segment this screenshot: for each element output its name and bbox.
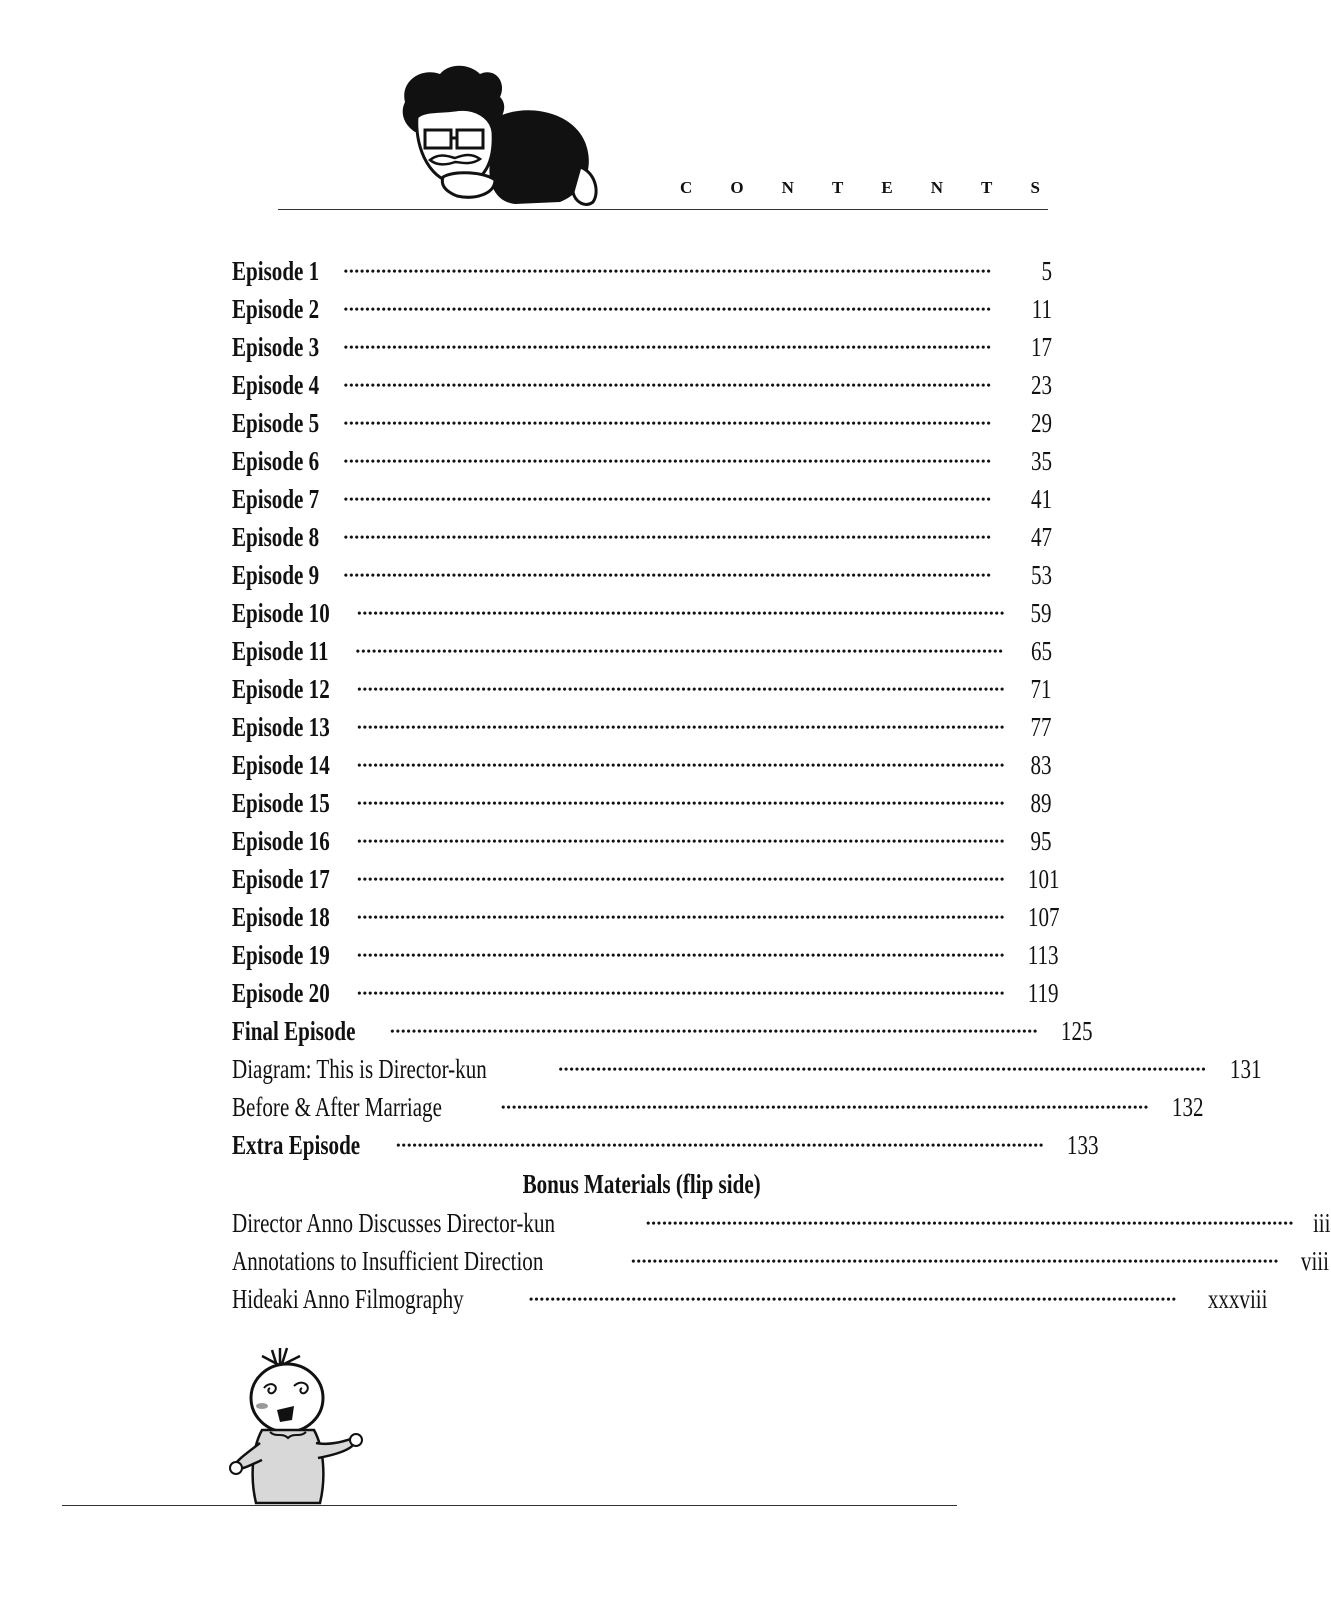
toc-entry-page: 77 bbox=[1030, 712, 1052, 742]
leader-dots: •••••••••••••••••••••••••••••••••••••••••••••••••••••••••••••••••••••••••••••••••••••••••••••••••••••••••••••••••••••••• bbox=[343, 492, 992, 506]
contents-letter: N bbox=[781, 178, 794, 197]
toc-entry[interactable] bbox=[232, 1088, 1204, 1126]
toc-entry-page: 65 bbox=[1030, 636, 1052, 666]
toc-entry-page: 101 bbox=[1028, 864, 1060, 894]
toc-entry[interactable] bbox=[232, 1242, 1330, 1280]
leader-dots: •••••••••••••••••••••••••••••••••••••••••••••••••••••••••••••••••••••••••••••••••••••••••••••••••••••••••••••••••••••••• bbox=[343, 340, 992, 354]
leader-dots: •••••••••••••••••••••••••••••••••••••••••••••••••••••••••••••••••••••••••••••••••••••••••••••••••••••••••••••••••••••••• bbox=[355, 644, 1004, 658]
toc-entry-page: 17 bbox=[1030, 332, 1052, 362]
leader-dots: •••••••••••••••••••••••••••••••••••••••••••••••••••••••••••••••••••••••••••••••••••••••••••••••••••••••••••••••••••••••• bbox=[357, 986, 1006, 1000]
toc-entry-label: Episode 9 bbox=[232, 560, 320, 590]
toc-entry-page: 29 bbox=[1030, 408, 1052, 438]
toc-entry-label: Episode 19 bbox=[232, 940, 330, 970]
toc-entry[interactable] bbox=[232, 1050, 1262, 1088]
toc-entry-page: 113 bbox=[1028, 940, 1059, 970]
toc-entry-label: Before & After Marriage bbox=[232, 1092, 442, 1122]
toc-entry-page: 53 bbox=[1030, 560, 1052, 590]
leader-dots: •••••••••••••••••••••••••••••••••••••••••••••••••••••••••••••••••••••••••••••••••••••••••••••••••••••••••••••••••••••••• bbox=[396, 1138, 1045, 1152]
contents-letter: E bbox=[881, 178, 893, 197]
toc-entry-page: 133 bbox=[1067, 1130, 1099, 1160]
toc-entry[interactable] bbox=[232, 746, 1052, 784]
leader-dots: •••••••••••••••••••••••••••••••••••••••••••••••••••••••••••••••••••••••••••••••••••••••••••••••••••••••••••••••••••••••• bbox=[343, 264, 992, 278]
toc-entry-label: Episode 20 bbox=[232, 978, 330, 1008]
toc-entry-label: Episode 1 bbox=[232, 256, 320, 286]
toc-entry[interactable] bbox=[232, 290, 1052, 328]
toc-entry-page: 71 bbox=[1030, 674, 1052, 704]
leader-dots: •••••••••••••••••••••••••••••••••••••••••••••••••••••••••••••••••••••••••••••••••••••••••••••••••••••••••••••••••••••••• bbox=[646, 1216, 1295, 1230]
toc-entry-page: 89 bbox=[1030, 788, 1052, 818]
toc-entry-page: 5 bbox=[1041, 256, 1052, 286]
toc-entry[interactable] bbox=[232, 974, 1059, 1012]
toc-entry-page: viii bbox=[1301, 1246, 1330, 1276]
leader-dots: •••••••••••••••••••••••••••••••••••••••••••••••••••••••••••••••••••••••••••••••••••••••••••••••••••••••••••••••••••••••• bbox=[357, 872, 1006, 886]
toc-entry-label: Episode 11 bbox=[232, 636, 329, 666]
toc-entry[interactable] bbox=[232, 404, 1052, 442]
leader-dots: •••••••••••••••••••••••••••••••••••••••••••••••••••••••••••••••••••••••••••••••••••••••••••••••••••••••••••••••••••••••• bbox=[357, 948, 1006, 962]
director-drawing-icon bbox=[395, 62, 625, 212]
contents-letter: O bbox=[730, 178, 744, 197]
toc-entry-label: Episode 2 bbox=[232, 294, 320, 324]
footer-rule bbox=[62, 1505, 957, 1506]
contents-letter: T bbox=[981, 178, 993, 197]
toc-entry[interactable] bbox=[232, 1126, 1099, 1164]
toc-entry[interactable] bbox=[232, 708, 1052, 746]
toc-entry[interactable] bbox=[232, 1012, 1093, 1050]
toc-entry-page: 125 bbox=[1061, 1016, 1093, 1046]
leader-dots: •••••••••••••••••••••••••••••••••••••••••••••••••••••••••••••••••••••••••••••••••••••••••••••••••••••••••••••••••••••••• bbox=[357, 910, 1006, 924]
toc-entry-label: Director Anno Discusses Director-kun bbox=[232, 1208, 556, 1238]
header-rule bbox=[278, 209, 1048, 210]
toc-entry[interactable] bbox=[232, 1280, 1268, 1318]
bonus-materials-heading bbox=[232, 1164, 1052, 1204]
contents-letter: C bbox=[680, 178, 693, 197]
toc-entry[interactable] bbox=[232, 518, 1052, 556]
toc-entry-page: 132 bbox=[1172, 1092, 1204, 1122]
toc-entry-label: Episode 13 bbox=[232, 712, 330, 742]
leader-dots: •••••••••••••••••••••••••••••••••••••••••••••••••••••••••••••••••••••••••••••••••••••••••••••••••••••••••••••••••••••••• bbox=[357, 682, 1006, 696]
bonus-heading-text: Bonus Materials (flip side) bbox=[522, 1169, 762, 1199]
toc-entry[interactable] bbox=[232, 898, 1060, 936]
toc-entry-page: 23 bbox=[1030, 370, 1052, 400]
toc-entry-label: Episode 7 bbox=[232, 484, 320, 514]
leader-dots: •••••••••••••••••••••••••••••••••••••••••••••••••••••••••••••••••••••••••••••••••••••••••••••••••••••••••••••••••••••••• bbox=[343, 454, 992, 468]
toc-entry-label: Episode 15 bbox=[232, 788, 330, 818]
leader-dots: •••••••••••••••••••••••••••••••••••••••••••••••••••••••••••••••••••••••••••••••••••••••••••••••••••••••••••••••••••••••• bbox=[631, 1254, 1280, 1268]
leader-dots: •••••••••••••••••••••••••••••••••••••••••••••••••••••••••••••••••••••••••••••••••••••••••••••••••••••••••••••••••••••••• bbox=[343, 378, 992, 392]
toc-entry-label: Episode 5 bbox=[232, 408, 320, 438]
toc-entry[interactable] bbox=[232, 366, 1052, 404]
table-of-contents bbox=[232, 252, 1331, 1318]
toc-entry[interactable] bbox=[232, 480, 1052, 518]
leader-dots: •••••••••••••••••••••••••••••••••••••••••••••••••••••••••••••••••••••••••••••••••••••••••••••••••••••••••••••••••••••••• bbox=[558, 1062, 1207, 1076]
director-illustration bbox=[395, 62, 625, 212]
leader-dots: •••••••••••••••••••••••••••••••••••••••••••••••••••••••••••••••••••••••••••••••••••••••••••••••••••••••••••••••••••••••• bbox=[390, 1024, 1039, 1038]
toc-entry[interactable] bbox=[232, 252, 1052, 290]
contents-letter: N bbox=[930, 178, 943, 197]
contents-title bbox=[680, 178, 1040, 198]
toc-entry-label: Episode 3 bbox=[232, 332, 320, 362]
leader-dots: •••••••••••••••••••••••••••••••••••••••••••••••••••••••••••••••••••••••••••••••••••••••••••••••••••••••••••••••••••••••• bbox=[357, 758, 1006, 772]
leader-dots: •••••••••••••••••••••••••••••••••••••••••••••••••••••••••••••••••••••••••••••••••••••••••••••••••••••••••••••••••••••••• bbox=[501, 1100, 1150, 1114]
toc-entry-label: Episode 6 bbox=[232, 446, 320, 476]
toc-entry[interactable] bbox=[232, 822, 1052, 860]
toc-entry-page: 131 bbox=[1229, 1054, 1262, 1084]
toc-entry[interactable] bbox=[232, 860, 1060, 898]
leader-dots: •••••••••••••••••••••••••••••••••••••••••••••••••••••••••••••••••••••••••••••••••••••••••••••••••••••••••••••••••••••••• bbox=[357, 796, 1006, 810]
toc-entry-label: Annotations to Insufficient Direction bbox=[232, 1246, 544, 1276]
leader-dots: •••••••••••••••••••••••••••••••••••••••••••••••••••••••••••••••••••••••••••••••••••••••••••••••••••••••••••••••••••••••• bbox=[357, 720, 1006, 734]
toc-entry-page: 47 bbox=[1030, 522, 1052, 552]
leader-dots: •••••••••••••••••••••••••••••••••••••••••••••••••••••••••••••••••••••••••••••••••••••••••••••••••••••••••••••••••••••••• bbox=[357, 606, 1006, 620]
toc-entry-page: 41 bbox=[1030, 484, 1052, 514]
toc-entry-page: xxxviii bbox=[1207, 1284, 1268, 1314]
leader-dots: •••••••••••••••••••••••••••••••••••••••••••••••••••••••••••••••••••••••••••••••••••••••••••••••••••••••••••••••••••••••• bbox=[343, 568, 992, 582]
toc-entry[interactable] bbox=[232, 784, 1052, 822]
toc-entry-label: Diagram: This is Director-kun bbox=[232, 1054, 487, 1084]
toc-entry-label: Episode 4 bbox=[232, 370, 320, 400]
toc-entry-label: Episode 10 bbox=[232, 598, 330, 628]
toc-entry-label: Final Episode bbox=[232, 1016, 356, 1046]
toc-entry[interactable] bbox=[232, 632, 1052, 670]
leader-dots: •••••••••••••••••••••••••••••••••••••••••••••••••••••••••••••••••••••••••••••••••••••••••••••••••••••••••••••••••••••••• bbox=[343, 302, 992, 316]
contents-letter: S bbox=[1030, 178, 1040, 197]
toc-entry-label: Episode 18 bbox=[232, 902, 330, 932]
toc-entry-page: 83 bbox=[1030, 750, 1052, 780]
toc-entry-label: Episode 8 bbox=[232, 522, 320, 552]
toc-entry[interactable] bbox=[232, 670, 1052, 708]
toc-entry[interactable] bbox=[232, 556, 1052, 594]
toc-entry[interactable] bbox=[232, 594, 1052, 632]
contents-letter: T bbox=[831, 178, 844, 197]
toc-entry[interactable] bbox=[232, 1204, 1331, 1242]
toc-entry-page: 11 bbox=[1031, 294, 1052, 324]
angry-child-icon bbox=[232, 1348, 372, 1506]
toc-entry[interactable] bbox=[232, 442, 1052, 480]
toc-entry-page: 35 bbox=[1030, 446, 1052, 476]
toc-entry-label: Extra Episode bbox=[232, 1130, 361, 1160]
leader-dots: •••••••••••••••••••••••••••••••••••••••••••••••••••••••••••••••••••••••••••••••••••••••••••••••••••••••••••••••••••••••• bbox=[343, 416, 992, 430]
toc-entry-page: 119 bbox=[1028, 978, 1059, 1008]
toc-entry[interactable] bbox=[232, 328, 1052, 366]
toc-entry-page: 95 bbox=[1030, 826, 1052, 856]
toc-entry-page: iii bbox=[1313, 1208, 1331, 1238]
toc-entry-label: Episode 12 bbox=[232, 674, 330, 704]
leader-dots: •••••••••••••••••••••••••••••••••••••••••••••••••••••••••••••••••••••••••••••••••••••••••••••••••••••••••••••••••••••••• bbox=[528, 1292, 1178, 1306]
toc-entry-label: Episode 16 bbox=[232, 826, 330, 856]
leader-dots: •••••••••••••••••••••••••••••••••••••••••••••••••••••••••••••••••••••••••••••••••••••••••••••••••••••••••••••••••••••••• bbox=[357, 834, 1006, 848]
leader-dots: •••••••••••••••••••••••••••••••••••••••••••••••••••••••••••••••••••••••••••••••••••••••••••••••••••••••••••••••••••••••• bbox=[343, 530, 992, 544]
toc-entry-label: Hideaki Anno Filmography bbox=[232, 1284, 464, 1314]
toc-entry-label: Episode 17 bbox=[232, 864, 330, 894]
toc-entry-label: Episode 14 bbox=[232, 750, 330, 780]
toc-entry-page: 59 bbox=[1030, 598, 1052, 628]
child-illustration bbox=[232, 1348, 372, 1506]
toc-entry-page: 107 bbox=[1028, 902, 1060, 932]
toc-entry[interactable] bbox=[232, 936, 1059, 974]
